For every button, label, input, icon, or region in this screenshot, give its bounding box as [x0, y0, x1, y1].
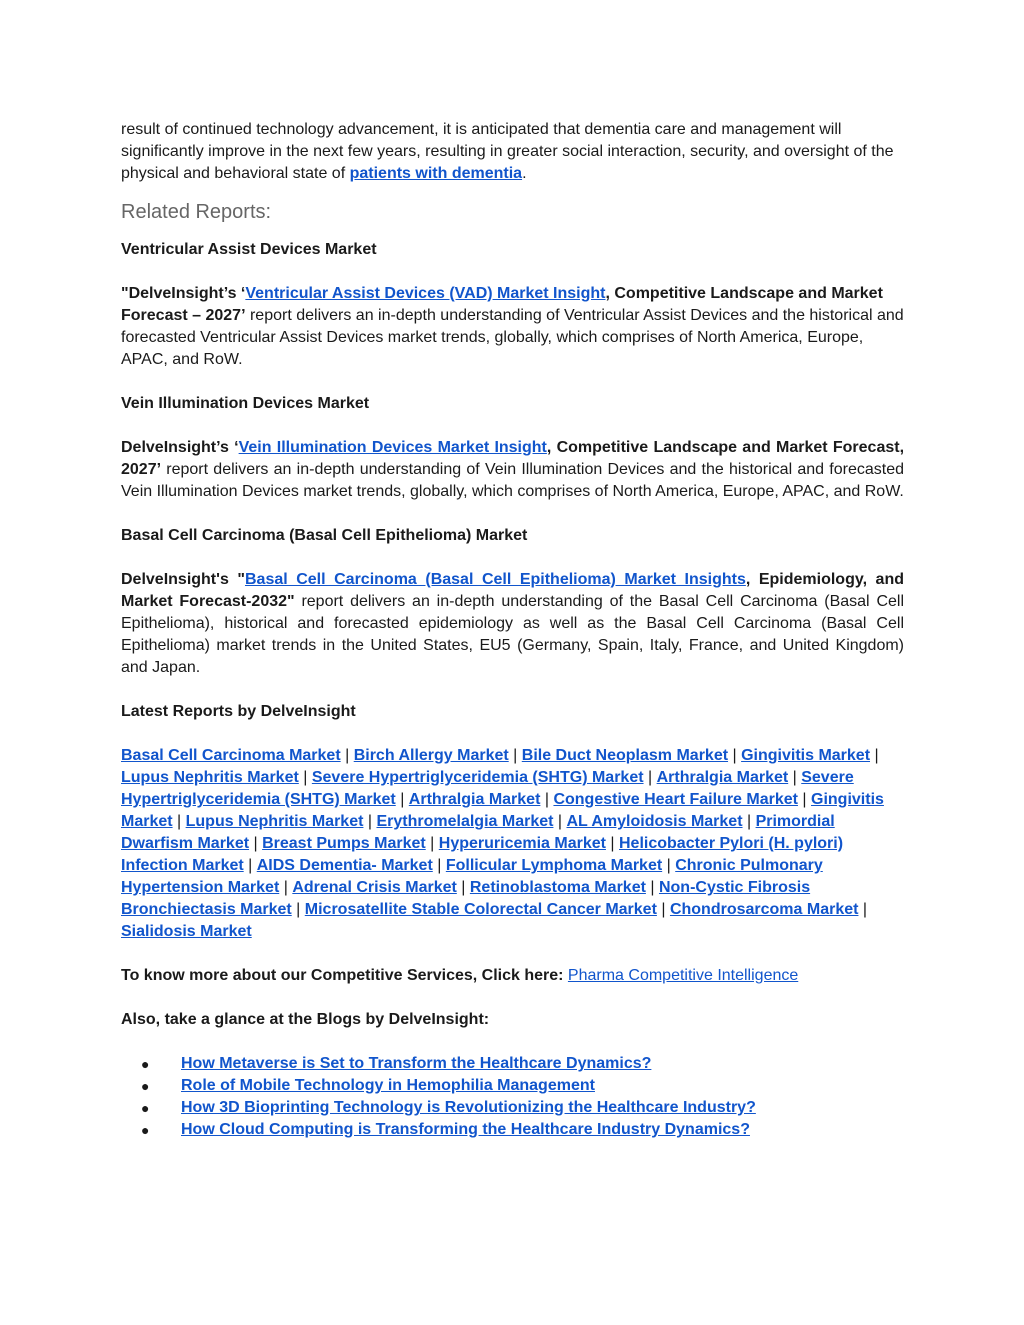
latest-report-link[interactable]: Lupus Nephritis Market — [185, 813, 364, 830]
report-paragraph-vein — [121, 437, 904, 503]
related-reports-heading: Related Reports: — [121, 201, 272, 223]
link-separator: | — [508, 747, 522, 764]
competitive-services-line — [121, 965, 904, 987]
link-separator: | — [432, 857, 446, 874]
report-rest: report delivers an in-depth understanding of Vein Illumination Devices and the historical and forecasted Vein Illumination Devices market trends, globally, which comprises of North America, Europe, APAC, and RoW. — [121, 461, 904, 500]
vad-market-insight-link[interactable]: Ventricular Assist Devices (VAD) Market Insight — [245, 285, 606, 302]
latest-report-link[interactable]: Chronic Pulmonary Hypertension Market — [121, 857, 823, 896]
link-separator: | — [425, 835, 439, 852]
link-separator: | — [858, 901, 868, 918]
blog-link[interactable]: Role of Mobile Technology in Hemophilia Management — [181, 1077, 595, 1094]
report-bold-after: , Competitive Landscape and Market Forecast – 2027’ — [121, 285, 883, 324]
latest-report-link[interactable]: Sialidosis Market — [121, 923, 252, 940]
patients-with-dementia-link[interactable]: patients with dementia — [349, 165, 523, 182]
link-separator: | — [643, 769, 657, 786]
report-bold-after: , Competitive Landscape and Market Forecast, 2027’ — [121, 439, 905, 478]
intro-paragraph — [121, 119, 904, 185]
blog-link[interactable]: How Metaverse is Set to Transform the Healthcare Dynamics? — [181, 1055, 652, 1072]
latest-report-link[interactable]: Microsatellite Stable Colorectal Cancer Market — [304, 901, 657, 918]
report-title-bcc: Basal Cell Carcinoma (Basal Cell Epithelioma) Market — [121, 527, 528, 544]
link-separator: | — [870, 747, 879, 764]
bullet-icon: ● — [141, 1122, 150, 1138]
competitive-label: To know more about our Competitive Services, Click here: — [121, 967, 568, 984]
report-title-vein: Vein Illumination Devices Market — [121, 395, 370, 412]
link-separator: | — [540, 791, 554, 808]
intro-text: result of continued technology advancement, it is anticipated that dementia care and management will significantly improve in the next few years, resulting in greater social interaction, security, and oversight of the physical and behavioral state of — [121, 121, 894, 182]
blog-list-item — [121, 1097, 904, 1119]
latest-report-link[interactable]: AIDS Dementia- Market — [256, 857, 433, 874]
latest-report-link[interactable]: Gingivitis Market — [121, 791, 884, 830]
link-separator: | — [797, 791, 812, 808]
vein-illumination-insight-link[interactable]: Vein Illumination Devices Market Insight — [238, 439, 547, 456]
bullet-icon: ● — [141, 1100, 150, 1116]
blog-list — [121, 1053, 904, 1141]
latest-report-link[interactable]: Gingivitis Market — [741, 747, 871, 764]
intro-end: . — [522, 165, 527, 182]
report-pre: DelveInsight's " — [121, 571, 245, 588]
latest-report-link[interactable]: Adrenal Crisis Market — [292, 879, 457, 896]
link-separator: | — [249, 835, 263, 852]
link-separator: | — [363, 813, 377, 830]
latest-report-link[interactable]: Hyperuricemia Market — [438, 835, 606, 852]
latest-report-link[interactable]: Birch Allergy Market — [353, 747, 509, 764]
link-separator: | — [172, 813, 186, 830]
report-title-vad: Ventricular Assist Devices Market — [121, 241, 377, 258]
link-separator: | — [645, 879, 659, 896]
document-page — [121, 119, 904, 1141]
report-paragraph-vad — [121, 283, 904, 371]
link-separator: | — [605, 835, 619, 852]
link-separator: | — [340, 747, 354, 764]
latest-report-link[interactable]: Arthralgia Market — [408, 791, 541, 808]
latest-report-link[interactable]: Retinoblastoma Market — [469, 879, 646, 896]
link-separator: | — [742, 813, 756, 830]
report-bold-after: , Epidemiology, and Market Forecast-2032" — [121, 571, 905, 610]
bullet-icon: ● — [141, 1078, 150, 1094]
link-separator: | — [291, 901, 305, 918]
latest-report-link[interactable]: Lupus Nephritis Market — [121, 769, 299, 786]
latest-report-link[interactable]: Primordial Dwarfism Market — [121, 813, 835, 852]
link-separator: | — [728, 747, 742, 764]
link-separator: | — [243, 857, 257, 874]
blogs-heading: Also, take a glance at the Blogs by DelveInsight: — [121, 1011, 490, 1028]
latest-report-link[interactable]: Severe Hypertriglyceridemia (SHTG) Market — [311, 769, 644, 786]
latest-report-link[interactable]: Breast Pumps Market — [262, 835, 426, 852]
link-separator: | — [279, 879, 293, 896]
latest-reports-heading: Latest Reports by DelveInsight — [121, 703, 356, 720]
latest-report-link[interactable]: Helicobacter Pylori (H. pylori) Infection Market — [121, 835, 844, 874]
report-paragraph-bcc — [121, 569, 904, 679]
report-rest: report delivers an in-depth understanding of Ventricular Assist Devices and the historical and forecasted Ventricular Assist Devices market trends, globally, which comprises of North America, Europe, APAC, and RoW. — [121, 307, 904, 368]
latest-report-link[interactable]: Follicular Lymphoma Market — [445, 857, 663, 874]
link-separator: | — [662, 857, 676, 874]
link-separator: | — [656, 901, 670, 918]
blog-list-item — [121, 1053, 904, 1075]
link-separator: | — [788, 769, 802, 786]
bullet-icon: ● — [141, 1056, 150, 1072]
latest-report-link[interactable]: Arthralgia Market — [656, 769, 789, 786]
report-pre: "DelveInsight’s ‘ — [121, 285, 246, 302]
latest-report-link[interactable]: Severe Hypertriglyceridemia (SHTG) Market — [121, 769, 854, 808]
link-separator: | — [298, 769, 312, 786]
report-rest: report delivers an in-depth understanding of the Basal Cell Carcinoma (Basal Cell Epithelioma), historical and forecasted epidemiology as well as the Basal Cell Carcinoma (Basal Cell Epithelioma) market trends in the United States, EU5 (Germany, Spain, Italy, France, and United Kingdom) and Japan. — [121, 593, 905, 676]
link-separator: | — [395, 791, 409, 808]
blog-list-item — [121, 1119, 904, 1141]
latest-report-link[interactable]: Bile Duct Neoplasm Market — [521, 747, 729, 764]
latest-report-link[interactable]: Non-Cystic Fibrosis Bronchiectasis Market — [121, 879, 811, 918]
bcc-market-insights-link[interactable]: Basal Cell Carcinoma (Basal Cell Epithelioma) Market Insights — [244, 571, 746, 588]
blog-link[interactable]: How 3D Bioprinting Technology is Revolutionizing the Healthcare Industry? — [181, 1099, 756, 1116]
link-separator: | — [553, 813, 567, 830]
latest-report-link[interactable]: AL Amyloidosis Market — [566, 813, 743, 830]
report-pre: DelveInsight’s ‘ — [121, 439, 239, 456]
link-separator: | — [456, 879, 470, 896]
latest-report-link[interactable]: Basal Cell Carcinoma Market — [121, 747, 341, 764]
latest-report-link[interactable]: Congestive Heart Failure Market — [553, 791, 798, 808]
latest-reports-links — [121, 745, 904, 943]
pharma-competitive-intelligence-link[interactable]: Pharma Competitive Intelligence — [567, 967, 799, 984]
latest-report-link[interactable]: Erythromelalgia Market — [376, 813, 554, 830]
blog-list-item — [121, 1075, 904, 1097]
latest-report-link[interactable]: Chondrosarcoma Market — [669, 901, 859, 918]
blog-link[interactable]: How Cloud Computing is Transforming the Healthcare Industry Dynamics? — [181, 1121, 750, 1138]
